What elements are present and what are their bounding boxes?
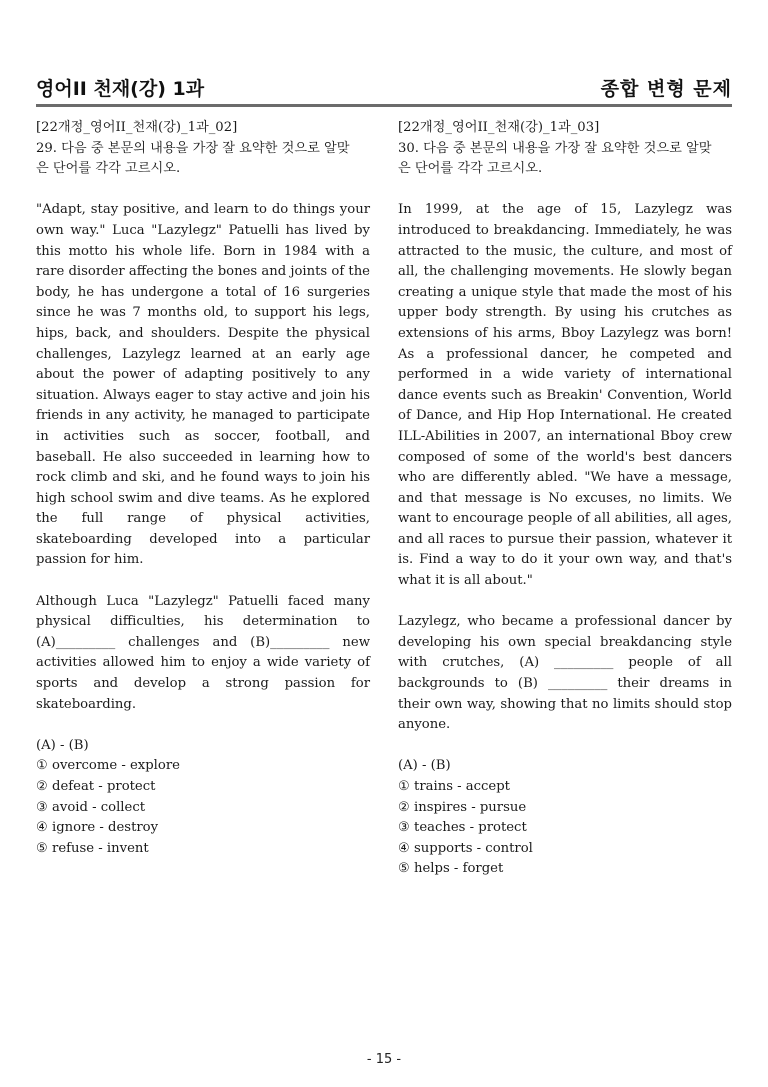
question-30-prompt-line1: 30. 다음 중 본문의 내용을 가장 잘 요약한 것으로 알맞 [398, 140, 712, 156]
spacer [398, 592, 732, 613]
question-29-summary: Although Luca "Lazylegz" Patuelli faced many physical difficulties, his determination to (A)_________ challenges and (B)_________ new activities allowed him to enjoy a wide variety of sports and develop a strong passion for skateboarding. [36, 593, 370, 712]
question-29-option-4: ④ ignore - destroy [36, 820, 159, 836]
spacer [398, 736, 732, 757]
question-29-option-1: ① overcome - explore [36, 758, 180, 774]
question-30-option-5: ⑤ helps - forget [398, 861, 504, 877]
question-29-prompt-line1: 29. 다음 중 본문의 내용을 가장 잘 요약한 것으로 알맞 [36, 140, 350, 156]
spacer [36, 571, 370, 592]
question-30-option-3: ③ teaches - protect [398, 820, 527, 836]
question-29-option-3: ③ avoid - collect [36, 799, 146, 815]
page-header [36, 74, 732, 102]
spacer [36, 715, 370, 736]
question-30-prompt-line2: 은 단어를 각각 고르시오. [398, 161, 543, 177]
question-30-tag: [22개정_영어II_천재(강)_1과_03] [398, 120, 600, 135]
question-29-passage: "Adapt, stay positive, and learn to do things your own way." Luca "Lazylegz" Patuelli has lived by this motto his whole life. Born in 1984 with a rare disorder affecting the bones and joints of the body, he has undergone a total of 16 surgeries since he was 7 months old, to support his legs, hips, back, and shoulders. Despite the physical challenges, Lazylegz learned at an early age about the power of adapting positively to any situation. Always eager to stay active and join his friends in any activity, he managed to participate in activities such as soccer, football, and baseball. He also succeeded in learning how to rock climb and ski, and he found ways to join his high school swim and dive teams. As he explored the full range of physical activities, skateboarding developed into a particular passion for him. [36, 202, 370, 568]
question-29-tag: [22개정_영어II_천재(강)_1과_02] [36, 120, 238, 135]
question-29-options-header: (A) - (B) [36, 737, 89, 753]
question-29 [36, 118, 370, 859]
question-29-prompt-line2: 은 단어를 각각 고르시오. [36, 161, 181, 177]
page-number: - 15 - [366, 1052, 402, 1067]
header-left-title: 영어II 천재(강) 1과 [36, 78, 205, 100]
header-divider [36, 104, 732, 107]
question-29-option-5: ⑤ refuse - invent [36, 840, 149, 856]
question-30-summary: Lazylegz, who became a professional dancer by developing his own special breakdancing style with crutches, (A) _________ people of all backgrounds to (B) _________ their dreams in their own way, showing that no limits should stop anyone. [398, 614, 732, 733]
question-30 [398, 118, 732, 880]
question-29-option-2: ② defeat - protect [36, 779, 156, 794]
spacer [36, 180, 370, 201]
question-30-option-2: ② inspires - pursue [398, 799, 527, 815]
question-30-options-header: (A) - (B) [398, 758, 451, 774]
question-30-option-1: ① trains - accept [398, 779, 510, 794]
header-right-title: 종합 변형 문제 [600, 78, 732, 100]
question-30-option-4: ④ supports - control [398, 840, 533, 856]
spacer [398, 180, 732, 201]
question-30-passage: In 1999, at the age of 15, Lazylegz was introduced to breakdancing. Immediately, he was attracted to the music, the culture, and most of all, the challenging movements. He slowly began creating a unique style that made the most of his upper body strength. By using his crutches as extensions of his arms, Bboy Lazylegz was born! As a professional dancer, he competed and performed in a wide variety of international dance events such as Breakin' Convention, World of Dance, and Hip Hop International. He created ILL-Abilities in 2007, an international Bboy crew composed of some of the world's best dancers who are differently abled. "We have a message, and that message is No excuses, no limits. We want to encourage people of all abilities, all ages, and all races to pursue their passion, whatever it is. Find a way to do it your own way, and that's what it is all about." [398, 202, 732, 589]
